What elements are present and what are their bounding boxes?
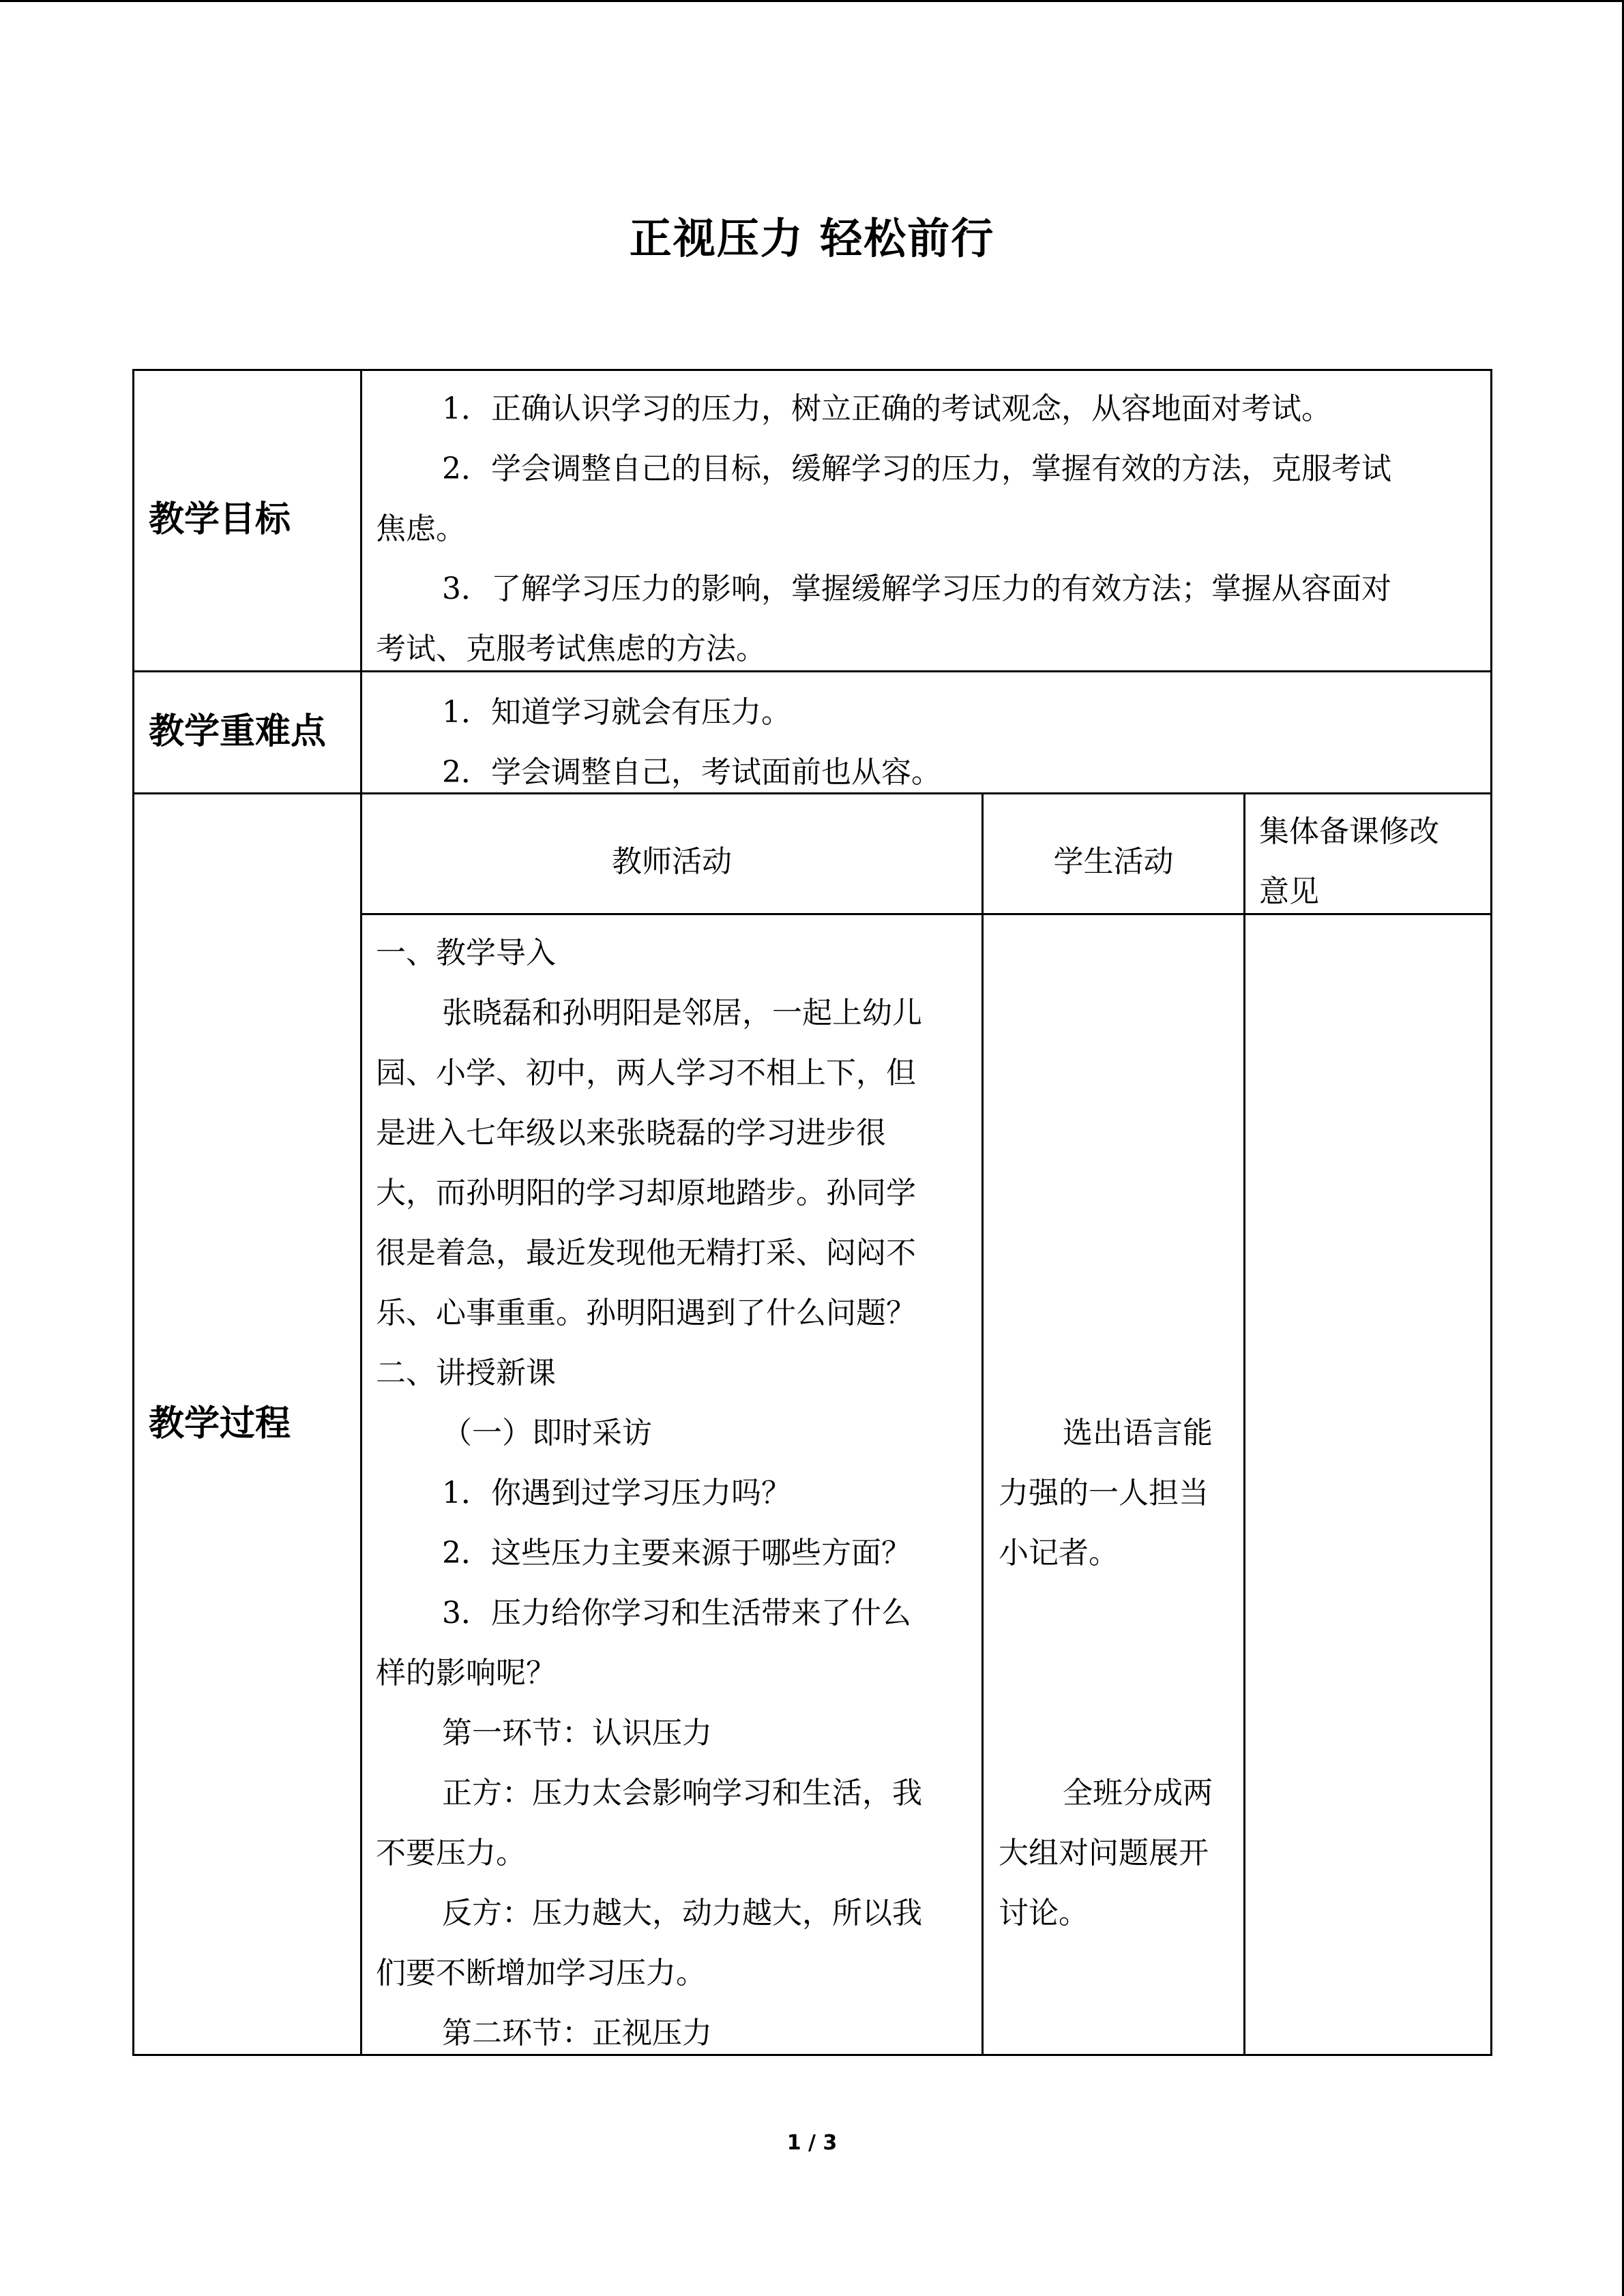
teacher-line: 一、教学导入 <box>376 936 556 970</box>
student-line: 大组对问题展开 <box>999 1836 1209 1870</box>
objectives-line-2: 2．学会调整自己的目标，缓解学习的压力，掌握有效的方法，克服考试 <box>442 451 1391 486</box>
student-line: 讨论。 <box>999 1896 1089 1930</box>
document-title: 正视压力 轻松前行 <box>629 213 995 263</box>
table-line-bottom <box>132 2054 1492 2056</box>
table-line-top <box>132 369 1492 371</box>
teacher-line: 3．压力给你学习和生活带来了什么 <box>442 1596 911 1630</box>
objectives-line-5: 考试、克服考试焦虑的方法。 <box>376 631 766 666</box>
teacher-line: 第一环节：认识压力 <box>442 1716 712 1750</box>
header-notes-line-1: 集体备课修改 <box>1259 814 1439 849</box>
page-border-top <box>0 0 1624 2</box>
header-notes-line-2: 意见 <box>1259 874 1319 909</box>
objectives-line-4: 3．了解学习压力的影响，掌握缓解学习压力的有效方法；掌握从容面对 <box>442 571 1391 606</box>
objectives-line-3: 焦虑。 <box>376 511 466 546</box>
table-line-label-divider <box>360 369 362 2056</box>
teacher-line: 1．你遇到过学习压力吗？ <box>442 1476 791 1510</box>
teacher-line: 二、讲授新课 <box>376 1356 556 1390</box>
teacher-line: 园、小学、初中，两人学习不相上下，但 <box>376 1056 916 1090</box>
objectives-label: 教学目标 <box>149 499 291 540</box>
header-student-activity: 学生活动 <box>1053 844 1174 879</box>
student-line: 力强的一人担当 <box>999 1476 1209 1510</box>
table-line-header-bottom <box>360 913 1492 915</box>
teacher-line: 很是着急，最近发现他无精打采、闷闷不 <box>376 1236 916 1270</box>
table-line-objectives-bottom <box>132 670 1492 672</box>
header-teacher-activity: 教师活动 <box>612 844 732 879</box>
teacher-line: （一）即时采访 <box>442 1416 652 1450</box>
teacher-line: 大，而孙明阳的学习却原地踏步。孙同学 <box>376 1176 916 1210</box>
table-line-teacher-divider <box>981 792 984 2056</box>
objectives-line-1: 1．正确认识学习的压力，树立正确的考试观念，从容地面对考试。 <box>442 391 1331 426</box>
teacher-line: 第二环节：正视压力 <box>442 2016 712 2051</box>
table-line-student-divider <box>1243 792 1245 2056</box>
teacher-line: 反方：压力越大，动力越大，所以我 <box>442 1896 922 1930</box>
process-label: 教学过程 <box>149 1403 291 1444</box>
key-points-label: 教学重难点 <box>149 711 327 752</box>
teacher-line: 2．这些压力主要来源于哪些方面？ <box>442 1536 911 1570</box>
teacher-line: 正方：压力太会影响学习和生活，我 <box>442 1776 922 1810</box>
teacher-line: 不要压力。 <box>376 1836 526 1870</box>
page-number: 1 / 3 <box>786 2131 838 2155</box>
teacher-line: 样的影响呢？ <box>376 1656 556 1690</box>
key-points-line-1: 1．知道学习就会有压力。 <box>442 695 791 730</box>
teacher-line: 们要不断增加学习压力。 <box>376 1956 706 1991</box>
teacher-line: 乐、心事重重。孙明阳遇到了什么问题？ <box>376 1296 916 1330</box>
teacher-line: 张晓磊和孙明阳是邻居，一起上幼儿 <box>442 996 922 1030</box>
student-line: 全班分成两 <box>1063 1776 1213 1810</box>
teacher-line: 是进入七年级以来张晓磊的学习进步很 <box>376 1116 886 1150</box>
student-line: 小记者。 <box>999 1536 1119 1570</box>
key-points-line-2: 2．学会调整自己，考试面前也从容。 <box>442 755 941 790</box>
table-line-left <box>132 369 134 2056</box>
student-line: 选出语言能 <box>1063 1416 1213 1450</box>
table-line-right <box>1490 369 1492 2056</box>
